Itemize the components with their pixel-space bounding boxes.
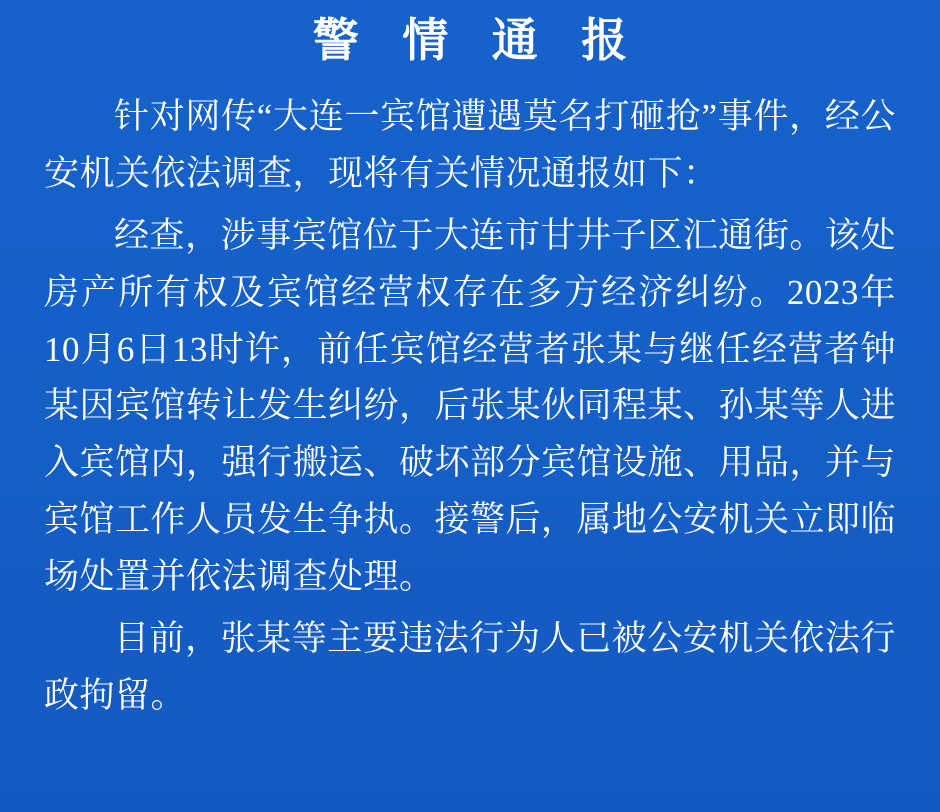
paragraph: 针对网传“大连一宾馆遭遇莫名打砸抢”事件，经公安机关依法调查，现将有关情况通报如下： — [44, 97, 896, 193]
paragraph: 目前，张某等主要违法行为人已被公安机关依法行政拘留。 — [44, 619, 896, 715]
notice-body — [44, 89, 896, 725]
page-title: 警 情 通 报 — [312, 15, 644, 66]
paragraph: 经查，涉事宾馆位于大连市甘井子区汇通街。该处房产所有权及宾馆经营权存在多方经济纠纷。2023年10月6日13时许，前任宾馆经营者张某与继任经营者钟某因宾馆转让发生纠纷，后张某伙同程某、孙某等人进入宾馆内，强行搬运、破坏部分宾馆设施、用品，并与宾馆工作人员发生争执。接警后，属地公安机关立即临场处置并依法调查处理。 — [44, 216, 897, 596]
